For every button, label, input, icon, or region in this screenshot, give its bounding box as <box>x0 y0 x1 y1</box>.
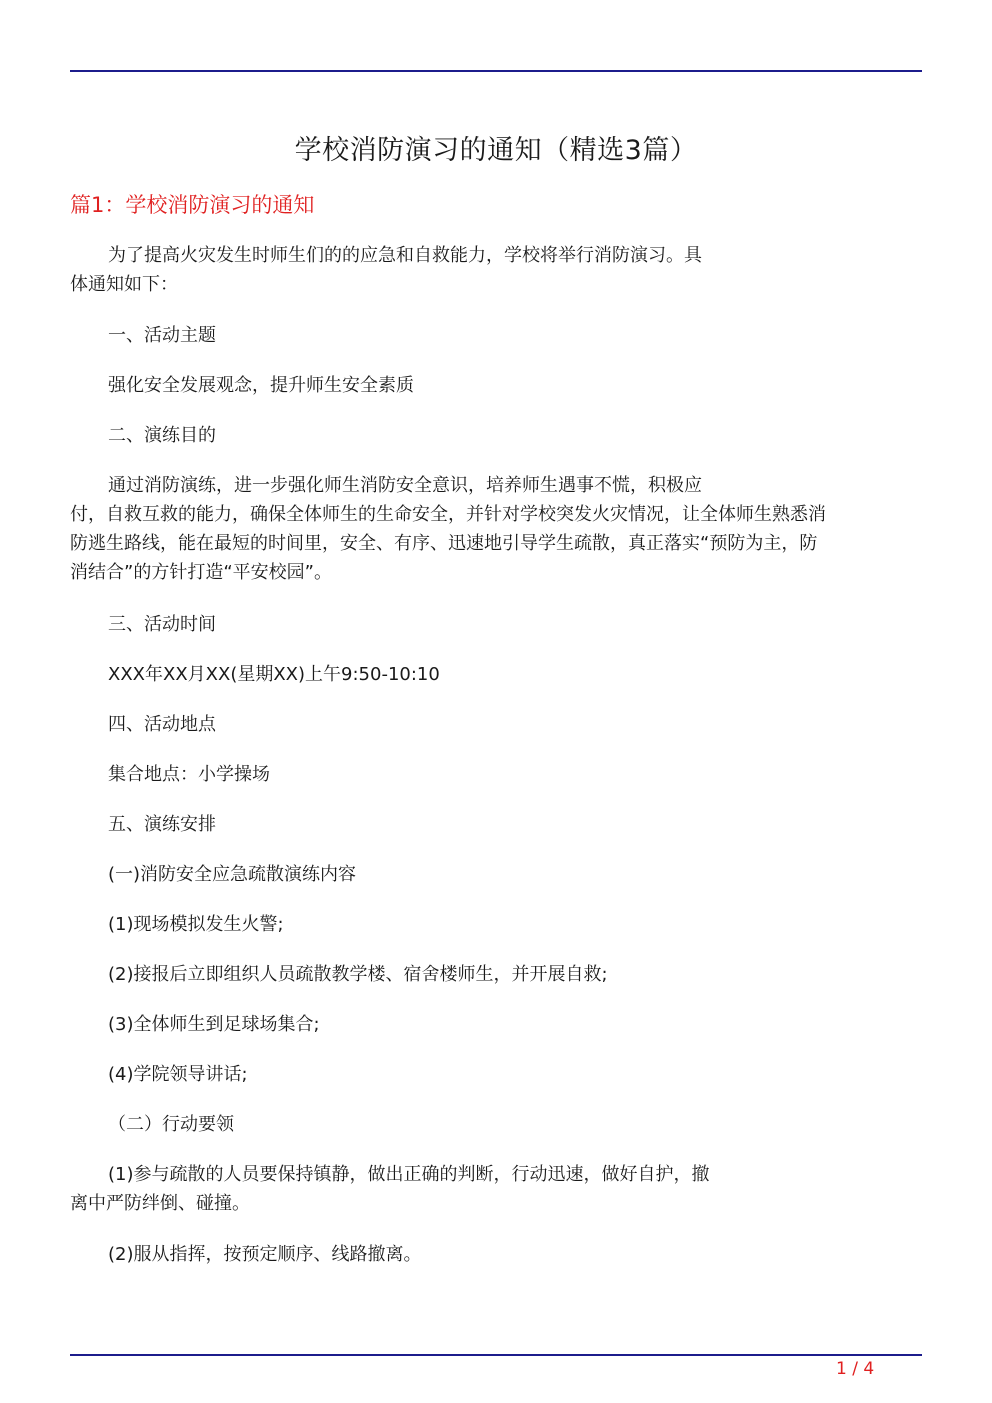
section-heading: 篇1：学校消防演习的通知 <box>70 193 315 217</box>
paragraph-purpose: 通过消防演练，进一步强化师生消防安全意识，培养师生遇事不慌，积极应 付，自救互救的能力，确保全体师生的生命安全，并针对学校突发火灾情况，让全体师生熟悉消 防逃生路线，能在最短的时间里，安全、有序、迅速地引导学生疏散，真正落实“预防为主，防 消结合”的方针打造“平安校园”。 <box>70 475 826 583</box>
footer-rule <box>70 1354 922 1356</box>
paragraph-intro: 为了提高火灾发生时师生们的的应急和自救能力，学校将举行消防演习。具 体通知如下： <box>70 245 702 295</box>
heading-activity-location: 四、活动地点 <box>108 714 216 735</box>
list-item-4: (4)学院领导讲话; <box>108 1064 248 1085</box>
subheading-drill-content: (一)消防安全应急疏散演练内容 <box>108 864 357 885</box>
heading-drill-arrangement: 五、演练安排 <box>108 814 216 835</box>
page-number: 1 / 4 <box>836 1359 875 1379</box>
paragraph-theme: 强化安全发展观念，提升师生安全素质 <box>108 375 414 396</box>
paragraph-location: 集合地点：小学操场 <box>108 764 270 785</box>
action-item-1: (1)参与疏散的人员要保持镇静，做出正确的判断，行动迅速，做好自护，撤 离中严防绊倒、碰撞。 <box>70 1164 710 1214</box>
heading-activity-time: 三、活动时间 <box>108 614 216 635</box>
paragraph-time: XXX年XX月XX(星期XX)上午9:50-10:10 <box>108 664 440 685</box>
list-item-2: (2)接报后立即组织人员疏散教学楼、宿舍楼师生，并开展自救; <box>108 964 608 985</box>
action-item-2: (2)服从指挥，按预定顺序、线路撤离。 <box>108 1244 422 1265</box>
document-title: 学校消防演习的通知（精选3篇） <box>294 135 698 166</box>
list-item-1: (1)现场模拟发生火警; <box>108 914 284 935</box>
heading-drill-purpose: 二、演练目的 <box>108 425 216 446</box>
header-rule <box>70 70 922 72</box>
heading-activity-theme: 一、活动主题 <box>108 325 216 346</box>
subheading-action-essentials: （二）行动要领 <box>108 1114 234 1135</box>
list-item-3: (3)全体师生到足球场集合; <box>108 1014 320 1035</box>
